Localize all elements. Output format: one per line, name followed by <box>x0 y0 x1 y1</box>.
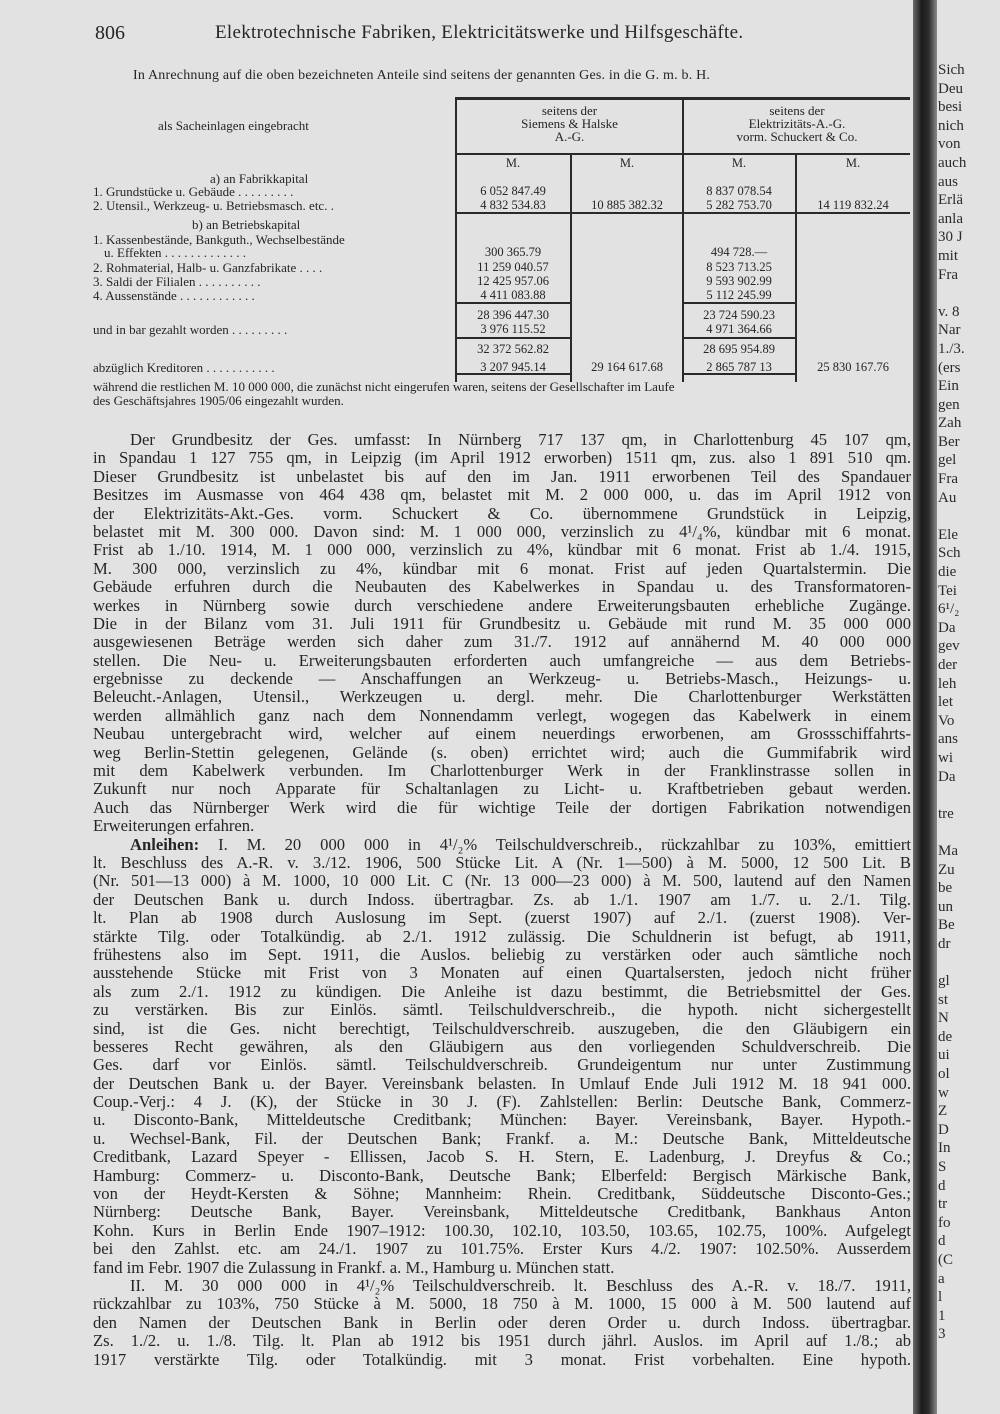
text-line <box>93 1167 911 1185</box>
table-cell: 11 259 040.57 <box>477 260 549 274</box>
neighbor-fragment <box>938 284 1000 303</box>
table-rule <box>455 337 570 339</box>
group-header-schuckert: Elektrizitäts-A.-G. <box>748 116 846 131</box>
text-line <box>93 578 911 596</box>
neighbor-fragment: Be <box>938 917 955 934</box>
line-text: mit dem Kabelwerk verbunden. Im Charlottenburger Werk in der Franklinstrasse sollen in <box>93 762 911 781</box>
neighbor-fragment <box>938 954 1000 973</box>
line-text: Gebäude erfuhren durch die Neubauten des Kabelwerkes in Spandau u. des Transformatoren- <box>93 578 911 597</box>
line-text: Nürnberg: Deutsche Bank, Bayer. Vereinsbank, Mitteldeutsche Creditbank, Bankhaus Anton <box>93 1203 911 1222</box>
body-text <box>93 431 915 1369</box>
neighbor-fragment: mit <box>938 247 959 264</box>
group-header-siemens: A.-G. <box>554 129 585 144</box>
neighbor-fragment: Da <box>938 768 956 785</box>
line-text: stellen. Die Neu- u. Erweiterungsbauten erforderten auch umfangreiche — aus dem Betriebs- <box>93 651 911 670</box>
neighbor-fragment: ol <box>938 1066 950 1083</box>
text-line <box>93 1056 911 1074</box>
text-line <box>93 688 911 706</box>
group-header-schuckert: vorm. Schuckert & Co. <box>736 129 858 144</box>
neighbor-fragment: Vo <box>938 712 955 729</box>
page-number: 806 <box>95 22 125 44</box>
table-rule <box>682 337 795 339</box>
text-line <box>93 799 911 817</box>
line-text: stärkte Tilg. oder Totalkündig. ab 2./1. 1912 zulässig. Die Schuldnerin ist befugt, ab 1911, <box>93 927 911 946</box>
text-line <box>93 633 911 651</box>
table-cell: 9 593 902.99 <box>706 274 772 288</box>
text-line <box>93 1111 911 1129</box>
line-text: Besitzes im Ausmasse von 464 438 qm, belastet mit M. 2 000 000, u. das im April 1912 von <box>93 486 911 505</box>
table-cell: 32 372 562.82 <box>477 342 549 356</box>
table-cell: 10 885 382.32 <box>591 198 663 212</box>
table-cell: 494 728.— <box>710 245 768 259</box>
table-row-label: 2. Utensil., Werkzeug- u. Betriebsmasch. etc. . <box>93 198 334 213</box>
text-line <box>93 1314 911 1332</box>
neighbor-fragment: 3 <box>938 1326 946 1343</box>
neighbor-fragment: fo <box>938 1214 951 1231</box>
neighbor-fragment: Tei <box>938 582 957 599</box>
text-line <box>93 1001 911 1019</box>
text-line <box>93 1093 911 1111</box>
neighbor-fragment: Ma <box>938 842 958 859</box>
table-cell: 6 052 847.49 <box>480 184 546 198</box>
text-line <box>93 1038 911 1056</box>
neighbor-fragment: 30 J <box>938 229 963 246</box>
line-text: 1917 verstärkte Tilg. oder Totalkündig. mit 3 monat. Frist vorbehalten. Eine hypoth. <box>93 1350 911 1369</box>
text-line <box>93 486 911 504</box>
text-line <box>93 505 911 523</box>
currency-header: M. <box>619 156 635 170</box>
neighbor-fragment: Sich <box>938 62 965 78</box>
text-line <box>93 707 911 725</box>
line-text: von der Heydt-Kersten & Söhne; Mannheim: Rhein. Creditbank, Süddeutsche Disconto-Ges.; <box>93 1185 911 1204</box>
text-line <box>93 615 911 633</box>
neighbor-fragment: Zah <box>938 415 962 432</box>
line-text: (Nr. 501—13 000) à M. 1000, 10 000 Lit. C (Nr. 13 000—23 000) à M. 500, lautend auf den Namen <box>93 872 911 891</box>
neighbor-fragment: gl <box>938 973 950 990</box>
text-line <box>93 670 911 688</box>
neighbor-fragment: Nar <box>938 322 961 339</box>
text-line <box>93 1075 911 1093</box>
line-text: Auch das Nürnberger Werk wird die für wichtige Teile der dortigen Fabrikation notwendigen <box>93 798 911 817</box>
text-line <box>93 909 911 927</box>
neighbor-fragment: Zu <box>938 861 955 878</box>
line-text: besseres Recht gewähren, als den Gläubigern aus den vorliegenden Schuldverschreib. Die <box>93 1037 911 1056</box>
table-column-rule <box>795 153 797 382</box>
neighbor-fragment: auch <box>938 154 967 171</box>
line-text: den Namen der Deutschen Bank in Berlin oder deren Order u. durch Indoss. übertragbar. <box>93 1313 911 1332</box>
table-cell: 4 971 364.66 <box>706 322 772 336</box>
neighbor-fragment: wi <box>938 749 953 766</box>
neighbor-fragment: gel <box>938 452 957 469</box>
neighbor-fragment: gen <box>938 396 960 413</box>
text-line <box>93 560 911 578</box>
line-text: der Deutschen Bank u. der Bayer. Vereinsbank belasten. In Umlauf Ende Juli 1912 M. 18 941 000. <box>93 1074 911 1093</box>
line-text: Die in der Bilanz vom 31. Juli 1911 für Grundbesitz u. Gebäude mit rund M. 35 000 000 <box>93 614 911 633</box>
neighbor-fragment: von <box>938 136 961 153</box>
table-row-label: 2. Rohmaterial, Halb- u. Ganzfabrikate . . . . <box>93 260 323 275</box>
currency-header: M. <box>731 156 747 170</box>
text-line <box>93 468 911 486</box>
table-row-label: 3. Saldi der Filialen . . . . . . . . . . <box>93 274 261 289</box>
text-line <box>93 1295 911 1313</box>
running-title: Elektrotechnische Fabriken, Elektricitätswerke und Hilfsgeschäfte. <box>215 22 744 43</box>
table-row-label: 1. Kassenbestände, Bankguth., Wechselbestände <box>93 232 345 247</box>
neighbor-fragment: a <box>938 1270 945 1287</box>
text-line <box>93 1185 911 1203</box>
neighbor-fragment: S <box>938 1159 947 1176</box>
text-line <box>93 762 911 780</box>
text-line <box>93 523 911 541</box>
neighbor-fragment: tr <box>938 1196 948 1213</box>
line-text: Coup.-Verj.: 4 J. (K), der Stücke in 30 J. (F). Zahlstellen: Berlin: Deutsche Bank, Commerz- <box>93 1093 911 1112</box>
neighbor-fragment: Erlä <box>938 192 963 209</box>
table-note: während die restlichen M. 10 000 000, die zunächst nicht eingerufen waren, seitens der Gesellschafter im Laufe <box>93 379 675 394</box>
line-text: der Deutschen Bank u. durch Indoss. übertragbar. Zs. ab 1./1. 1907 am 1./7. u. 2./1. Tilg. <box>93 890 911 909</box>
text-line <box>93 541 911 559</box>
neighbor-fragment: In <box>938 1140 951 1157</box>
neighbor-fragment: d <box>938 1233 946 1250</box>
text-line <box>93 431 911 449</box>
line-text: Zukunft nur noch Apparate für Schaltanlagen zu Licht- u. Kraftbetrieben gebaut werden. <box>93 780 911 799</box>
text-line <box>93 1020 911 1038</box>
neighbor-fragment: Z <box>938 1103 948 1120</box>
line-text: bei den Zahlst. etc. am 24./1. 1907 zu 101.75%. Erster Kurs 4./2. 1907: 102.50%. Ausserdem <box>93 1240 911 1259</box>
line-text: Dieser Grundbesitz ist unbelastet bis auf den im Jan. 1911 erworbenen Teil des Spandauer <box>93 467 911 486</box>
line-text: M. 300 000, verzinslich zu 4%, kündbar mit 6 monat. Frist auf jeden Quartalstermin. Die <box>93 559 911 578</box>
text-line <box>93 854 911 872</box>
text-line <box>93 946 911 964</box>
line-text: Beleucht.-Anlagen, Utensil., Werkzeugen u. dergl. mehr. Die Charlottenburger Werkstätten <box>93 688 911 707</box>
line-text: Neubau untergebracht wird, welcher auf einem neuerdings erworbenen, am Grossschiffahrts- <box>93 725 911 744</box>
neighbor-fragment: Sch <box>938 545 961 562</box>
neighbor-fragment: besi <box>938 99 963 116</box>
table-cell: 5 112 245.99 <box>706 288 772 302</box>
neighbor-fragment: 1 <box>938 1307 946 1324</box>
table-cell: 300 365.79 <box>484 245 542 259</box>
neighbor-fragment: die <box>938 564 957 581</box>
table-cell: 12 425 957.06 <box>477 274 549 288</box>
neighbor-fragment: anla <box>938 210 963 227</box>
table-cell: 25 830 167.76 <box>817 360 889 374</box>
table-intro: In Anrechnung auf die oben bezeichneten Anteile sind seitens der genannten Ges. in die G. m. b. H. <box>133 68 711 83</box>
table-cell: 28 396 447.30 <box>477 308 549 322</box>
neighbor-fragment: Au <box>938 489 957 506</box>
neighbor-fragment: st <box>938 991 949 1008</box>
neighbor-fragment: let <box>938 694 953 711</box>
text-line <box>93 744 911 762</box>
neighbor-fragment: Ein <box>938 378 959 395</box>
text-line <box>93 1130 911 1148</box>
text-line <box>93 1240 911 1258</box>
table-row-label: 4. Aussenstände . . . . . . . . . . . . <box>93 288 255 303</box>
neighbor-fragment: D <box>938 1121 949 1138</box>
line-text: ergebnisse zu deckende — Anschaffungen an Werkzeug- u. Betriebs-Masch., Heizungs- u. <box>93 670 911 689</box>
text-line <box>93 1203 911 1221</box>
table-cell: 28 695 954.89 <box>703 342 775 356</box>
line-text: u. Disconto-Bank, Mitteldeutsche Creditbank; München: Bayer. Vereinsbank, Bayer. Hypoth.- <box>93 1111 911 1130</box>
currency-header: M. <box>845 156 861 170</box>
line-text: I. M. 20 000 000 in 4¹/₂% Teilschuldverschreib., rückzahlbar zu 103%, emittiert <box>199 835 911 854</box>
line-text: Hamburg: Commerz- u. Disconto-Bank, Deutsche Bank; Elberfeld: Bergisch Märkische Bank, <box>93 1166 911 1185</box>
text-line <box>93 449 911 467</box>
line-text: belastet mit M. 300 000. Davon sind: M. 1 000 000, verzinslich zu 4¹/₄%, kündbar mit 6 monat. <box>93 522 911 541</box>
text-line <box>93 725 911 743</box>
text-line <box>93 964 911 982</box>
line-text: Erweiterungen erfahren. <box>93 817 255 836</box>
section-heading: a) an Fabrikkapital <box>210 171 309 186</box>
neighbor-fragment: aus <box>938 173 958 190</box>
neighbor-fragment: Deu <box>938 80 963 97</box>
line-text: lt. Plan ab 1908 durch Auslosung im Sept. (zuerst 1907) auf 2./1. (zuerst 1908). Ver- <box>93 909 911 928</box>
text-line <box>93 652 911 670</box>
line-text: Zs. 1./2. u. 1./8. Tilg. lt. Plan ab 1912 bis 1951 durch jährl. Auslos. im April auf 1./8.; ab <box>93 1332 911 1351</box>
table-row-label: und in bar gezahlt worden . . . . . . . . . <box>93 322 288 337</box>
section-label: Anleihen: <box>130 835 200 854</box>
neighbor-fragment: Da <box>938 619 956 636</box>
table-note: des Geschäftsjahres 1905/06 eingezahlt wurden. <box>93 393 344 408</box>
line-text: sind, ist die Ges. nicht berechtigt, Teilschuldverschreib. auszugeben, die den Gläubigern ein <box>93 1019 911 1038</box>
line-text: Kohn. Kurs in Berlin Ende 1907–1912: 100.30, 102.10, 103.50, 103.65, 102.75, 100%. Aufgelegt <box>93 1221 911 1240</box>
neighbor-page-fragments <box>938 61 1000 1344</box>
text-line <box>93 1259 911 1277</box>
line-text: ausstehende Stücke mit Frist von 3 Monaten auf einen Quartalsersten, jedoch nicht früher <box>93 964 911 983</box>
neighbor-fragment: de <box>938 1028 953 1045</box>
table-cell: 8 837 078.54 <box>706 184 772 198</box>
neighbor-fragment: gev <box>938 638 960 655</box>
line-text: Ges. darf vor Einlös. sämtl. Teilschuldverschreib. Grundeigentum nur unter Zustimmung <box>93 1056 911 1075</box>
section-heading: b) an Betriebskapital <box>192 217 301 232</box>
neighbor-fragment: Ber <box>938 433 960 450</box>
table-cell: 3 976 115.52 <box>480 322 546 336</box>
text-line <box>93 1351 911 1369</box>
row-header: als Sacheinlagen eingebracht <box>158 118 309 133</box>
neighbor-fragment: l <box>938 1289 943 1306</box>
neighbor-fragment: d <box>938 1177 946 1194</box>
text-line <box>93 1332 911 1350</box>
line-text: Frist ab 1./10. 1914, M. 1 000 000, verzinslich zu 4%, kündbar mit 6 monat. Frist ab 1./4. 1915, <box>93 541 911 560</box>
neighbor-fragment: leh <box>938 675 957 692</box>
text-line <box>93 1222 911 1240</box>
line-text: fand im Febr. 1907 die Zulassung in Frankf. a. M., Hamburg u. München statt. <box>93 1258 615 1277</box>
neighbor-fragment: Ele <box>938 526 958 543</box>
line-text: lt. Beschluss des A.-R. v. 3./12. 1906, 500 Stücke Lit. A (Nr. 1—500) à M. 5000, 12 500 Lit. B <box>93 853 911 872</box>
table-cell: 4 832 534.83 <box>480 198 546 212</box>
text-line <box>93 817 911 835</box>
text-line <box>93 872 911 890</box>
line-text: u. Wechsel-Bank, Fil. der Deutschen Bank; Frankf. a. M.: Deutsche Bank, Mitteldeutsche <box>93 1129 911 1148</box>
line-text: Der Grundbesitz der Ges. umfasst: In Nürnberg 717 137 qm, in Charlottenburg 45 107 qm, <box>130 431 911 449</box>
table-row-label: u. Effekten . . . . . . . . . . . . . <box>104 245 247 260</box>
line-text: II. M. 30 000 000 in 4¹/₂% Teilschuldverschreib. lt. Beschluss des A.-R. v. 18./7. 1911, <box>130 1276 911 1295</box>
neighbor-fragment: (ers <box>938 359 961 376</box>
text-line <box>93 1148 911 1166</box>
neighbor-fragment: 1./3. <box>938 340 965 357</box>
text-line <box>93 1277 911 1295</box>
text-line <box>93 597 911 615</box>
line-text: zu verstärken. Bis zur Einlös. sämtl. Teilschuldverschreib., die hypoth. nicht sichergestellt <box>93 1001 911 1020</box>
neighbor-fragment: ui <box>938 1047 950 1064</box>
neighbor-fragment: ans <box>938 731 958 748</box>
text-line <box>93 983 911 1001</box>
neighbor-fragment <box>938 823 1000 842</box>
table-cell: 3 207 945.14 <box>480 360 546 374</box>
text-line <box>93 780 911 798</box>
neighbor-fragment: be <box>938 880 953 897</box>
line-text: rückzahlbar zu 103%, 750 Stücke à M. 5000, 18 750 à M. 1000, 15 000 à M. 500 lautend auf <box>93 1295 911 1314</box>
line-text: werden allmählich ganz nach dem Nonnendamm verlegt, wogegen das Kabelwerk in einem <box>93 706 911 725</box>
table-cell: 5 282 753.70 <box>706 198 772 212</box>
neighbor-fragment: (C <box>938 1252 953 1268</box>
table-row-label: 1. Grundstücke u. Gebäude . . . . . . . . . <box>93 184 294 199</box>
line-text: Creditbank, Lazard Speyer - Ellissen, Jacob S. H. Stern, E. Ladenburg, J. Dreyfus & Co.; <box>93 1148 911 1167</box>
currency-header: M. <box>505 156 521 170</box>
text-line <box>93 836 911 854</box>
table-cell: 8 523 713.25 <box>706 260 772 274</box>
text-line <box>93 891 911 909</box>
line-text: der Elektrizitäts-Akt.-Ges. vorm. Schuckert & Co. übernommene Grundstück in Leipzig, <box>93 504 911 523</box>
neighbor-fragment <box>938 786 1000 805</box>
neighbor-fragment <box>938 507 1000 526</box>
group-header-siemens: Siemens & Halske <box>521 116 618 131</box>
table-cell: 14 119 832.24 <box>817 198 889 212</box>
line-text: ausgewiesenen Beträge werden sich daher zum 31./7. 1912 auf annähernd M. 40 000 000 <box>93 633 911 652</box>
table-cell: 23 724 590.23 <box>703 308 775 322</box>
neighbor-fragment: v. 8 <box>938 303 960 320</box>
line-text: weg Berlin-Stettin gelegenen, Gelände (s. oben) errichtet wird; auch die Gummifabrik wird <box>93 743 911 762</box>
table-cell: 29 164 617.68 <box>591 360 663 374</box>
line-text: werkes in Nürnberg sowie durch verschiedene andere Erweiterungsbauten erhebliche Zugänge. <box>93 596 911 615</box>
table-column-rule <box>570 153 572 382</box>
line-text: frühestens also im Sept. 1911, die Auslos. beliebig zu verstärken oder auch sämtliche noch <box>93 945 911 964</box>
neighbor-fragment: tre <box>938 805 954 822</box>
neighbor-fragment: 6¹/₂ <box>938 601 960 618</box>
neighbor-fragment: w <box>938 1084 949 1101</box>
group-header-schuckert: seitens der <box>769 103 825 118</box>
line-text: als zum 2./1. 1912 zu kündigen. Die Anleihe ist dazu bestimmt, die Betriebsmittel der Ges. <box>93 982 911 1001</box>
table-cell: 2 865 787 13 <box>706 360 772 374</box>
book-gutter <box>913 0 937 1414</box>
neighbor-fragment: un <box>938 898 953 915</box>
neighbor-fragment: der <box>938 657 958 673</box>
line-text: in Spandau 1 127 755 qm, in Leipzig (im April 1912 erworben) 1511 qm, zus. also 1 891 510 qm. <box>93 449 911 468</box>
neighbor-fragment: nich <box>938 117 964 134</box>
neighbor-fragment: dr <box>938 935 951 952</box>
neighbor-fragment: Fra <box>938 471 958 488</box>
neighbor-fragment: Fra <box>938 266 958 283</box>
neighbor-fragment: N <box>938 1010 949 1027</box>
table-row-label: abzüglich Kreditoren . . . . . . . . . . . <box>93 360 275 375</box>
table-cell: 4 411 083.88 <box>480 288 546 302</box>
group-header-siemens: seitens der <box>541 103 598 118</box>
text-line <box>93 928 911 946</box>
